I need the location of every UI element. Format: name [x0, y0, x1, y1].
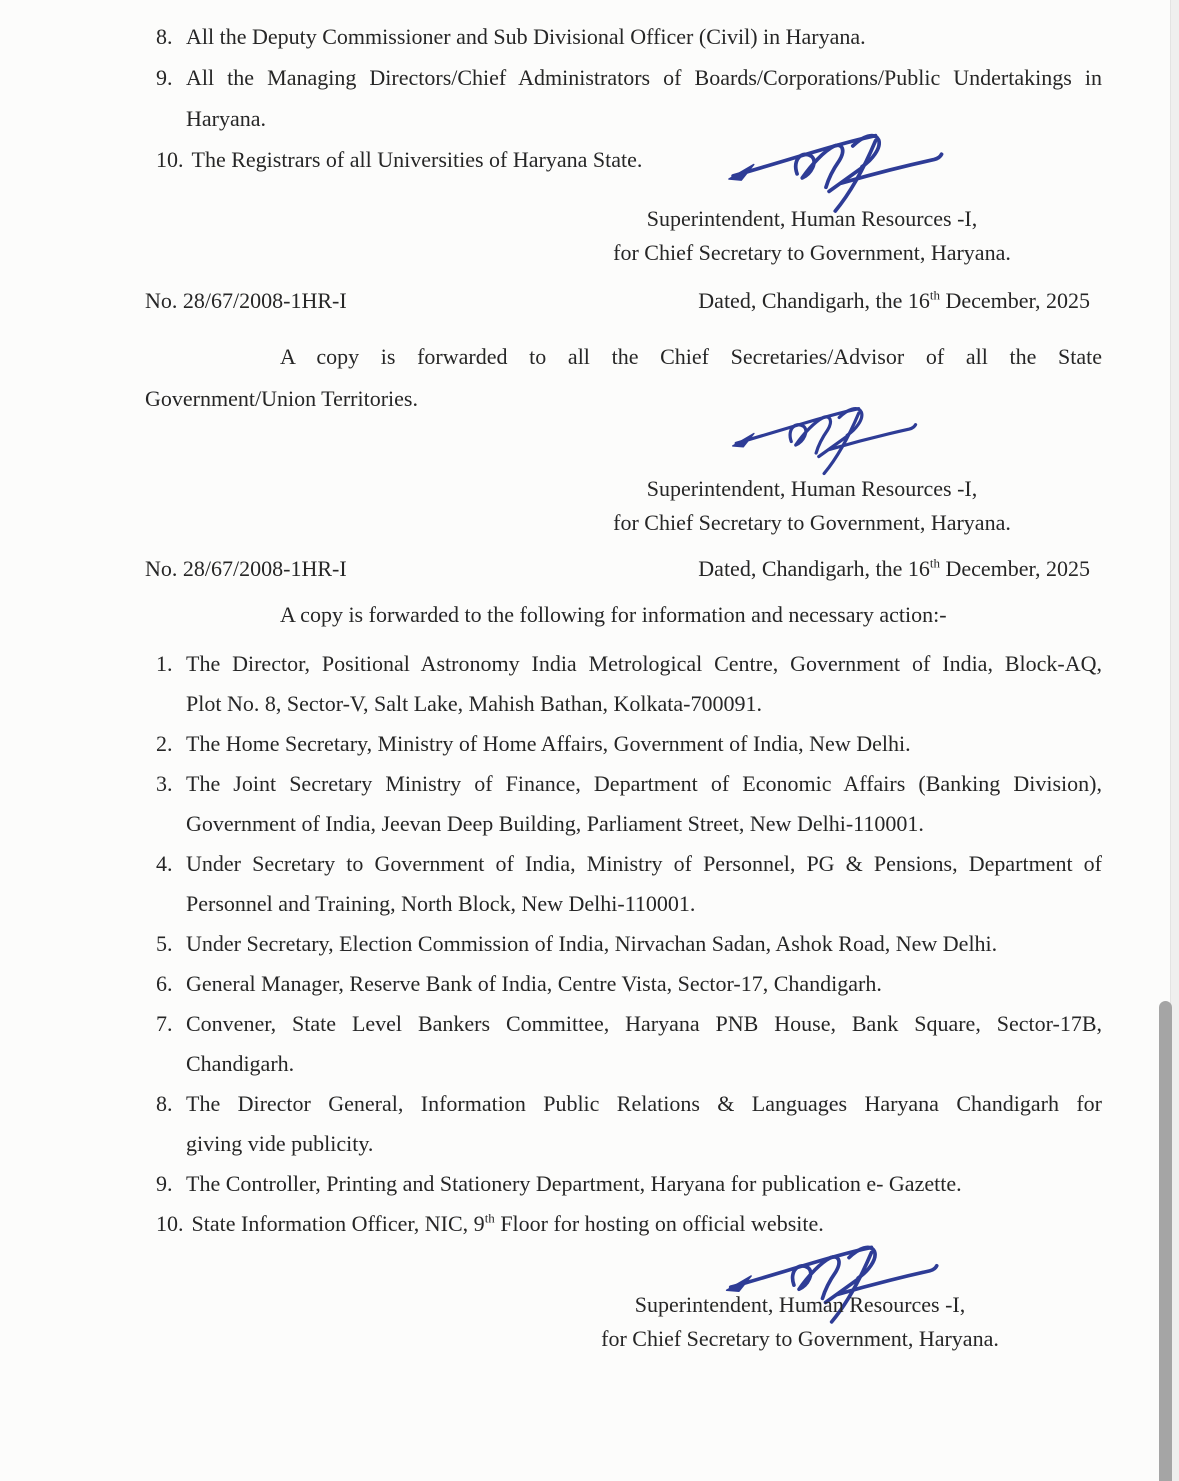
- list-item-text: Chandigarh.: [186, 1051, 295, 1076]
- paragraph-line: A copy is forwarded to all the Chief Secretaries/Advisor of all the State: [280, 344, 1102, 369]
- signatory-block: [562, 202, 1062, 270]
- list-item: [156, 844, 1102, 924]
- signatory-block: [550, 1288, 1050, 1356]
- dated-line: Dated, Chandigarh, the 16th December, 2025: [698, 555, 1090, 581]
- signatory-for-line: for Chief Secretary to Government, Haryana.: [601, 1326, 999, 1351]
- list-item-text: All the Managing Directors/Chief Administrators of Boards/Corporations/Public Undertakings in: [186, 65, 1102, 90]
- list-item-number: 5.: [156, 931, 173, 956]
- list-item: [156, 764, 1102, 844]
- distribution-list-top: [156, 16, 1102, 180]
- list-item: [156, 57, 1102, 139]
- list-item-text: Personnel and Training, North Block, New Delhi-110001.: [186, 891, 696, 916]
- list-item-number: 9.: [156, 1171, 173, 1196]
- list-item: [156, 1164, 1102, 1204]
- list-item: [156, 964, 1102, 1004]
- dated-line: Dated, Chandigarh, the 16th December, 2025: [698, 287, 1090, 313]
- list-item: [156, 16, 1102, 57]
- reference-number: No. 28/67/2008-1HR-I: [145, 288, 347, 313]
- list-item-text: Haryana.: [186, 106, 267, 131]
- list-item: [156, 924, 1102, 964]
- list-item-text: State Information Officer, NIC, 9th Floor for hosting on official website.: [191, 1210, 824, 1236]
- list-item-number: 1.: [156, 651, 173, 676]
- list-item: [156, 1004, 1102, 1084]
- list-item-text: Plot No. 8, Sector-V, Salt Lake, Mahish Bathan, Kolkata-700091.: [186, 691, 762, 716]
- reference-number: No. 28/67/2008-1HR-I: [145, 556, 347, 581]
- date-ordinal: th: [929, 287, 940, 303]
- list-item: [156, 724, 1102, 764]
- list-item-text: Government of India, Jeevan Deep Building, Parliament Street, New Delhi-110001.: [186, 811, 924, 836]
- list-item-number: 10.: [156, 1211, 184, 1236]
- signatory-for-line: for Chief Secretary to Government, Haryana.: [613, 240, 1011, 265]
- date-ordinal: th: [929, 555, 940, 571]
- list-item-number: 4.: [156, 851, 173, 876]
- paragraph-line: Government/Union Territories.: [145, 386, 418, 411]
- list-item-text: General Manager, Reserve Bank of India, Centre Vista, Sector-17, Chandigarh.: [186, 971, 882, 996]
- list-item: [156, 644, 1102, 724]
- list-item: [156, 139, 1102, 180]
- reference-row: [145, 556, 1090, 582]
- list-item-number: 9.: [156, 65, 173, 90]
- list-item-text: The Joint Secretary Ministry of Finance, Department of Economic Affairs (Banking Division),: [186, 771, 1102, 796]
- signatory-title: Superintendent, Human Resources -I,: [634, 1292, 966, 1317]
- list-item-text: All the Deputy Commissioner and Sub Divisional Officer (Civil) in Haryana.: [186, 24, 866, 49]
- signatory-block: [562, 472, 1062, 540]
- list-item-text: Under Secretary, Election Commission of India, Nirvachan Sadan, Ashok Road, New Delhi.: [186, 931, 998, 956]
- list-item: [156, 1084, 1102, 1164]
- list-item-text: Under Secretary to Government of India, Ministry of Personnel, PG & Pensions, Department of: [186, 851, 1102, 876]
- list-item-number: 8.: [156, 24, 173, 49]
- forward-paragraph-info: A copy is forwarded to the following for information and necessary action:-: [280, 602, 947, 627]
- list-item-number: 8.: [156, 1091, 173, 1116]
- list-item-text: The Director General, Information Public Relations & Languages Haryana Chandigarh for: [186, 1091, 1102, 1116]
- floor-ordinal: th: [484, 1210, 495, 1226]
- list-item-number: 10.: [156, 147, 184, 172]
- signatory-title: Superintendent, Human Resources -I,: [646, 476, 978, 501]
- list-item-number: 6.: [156, 971, 173, 996]
- list-item-number: 2.: [156, 731, 173, 756]
- list-item-text: giving vide publicity.: [186, 1131, 374, 1156]
- list-item-text: The Director, Positional Astronomy India Metrological Centre, Government of India, Block-AQ,: [186, 651, 1102, 676]
- signatory-title: Superintendent, Human Resources -I,: [646, 206, 978, 231]
- reference-row: [145, 288, 1090, 314]
- list-item-number: 7.: [156, 1011, 173, 1036]
- forward-paragraph-states: [145, 336, 1102, 420]
- list-item-number: 3.: [156, 771, 173, 796]
- list-item-text: Convener, State Level Bankers Committee, Haryana PNB House, Bank Square, Sector-17B,: [186, 1011, 1102, 1036]
- list-item-text: The Registrars of all Universities of Haryana State.: [191, 147, 643, 172]
- list-item-text: The Home Secretary, Ministry of Home Affairs, Government of India, New Delhi.: [186, 731, 911, 756]
- list-item: [156, 1204, 1102, 1244]
- signatory-for-line: for Chief Secretary to Government, Haryana.: [613, 510, 1011, 535]
- list-item-text: The Controller, Printing and Stationery Department, Haryana for publication e- Gazette.: [186, 1171, 962, 1196]
- distribution-list-main: [156, 644, 1102, 1244]
- scrollbar-thumb[interactable]: [1159, 1001, 1172, 1481]
